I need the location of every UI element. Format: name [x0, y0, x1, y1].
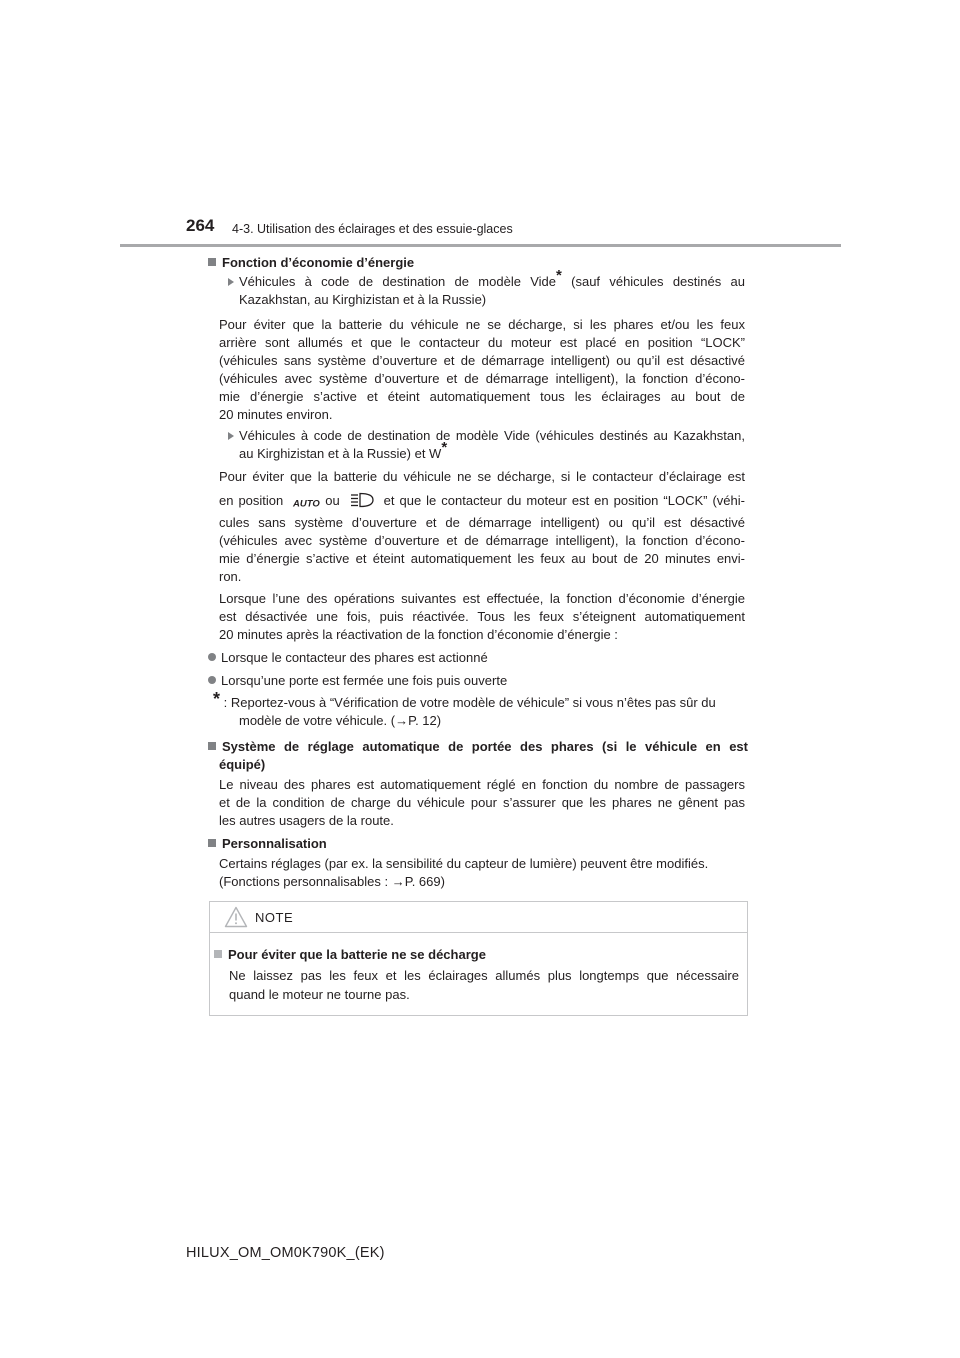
- triangle-bullet-icon: [228, 432, 234, 440]
- section-title: 4-3. Utilisation des éclairages et des essuie-glaces: [232, 222, 513, 236]
- square-bullet-icon: [208, 742, 216, 750]
- headlight-icon: [350, 492, 374, 508]
- note-header: [210, 902, 747, 933]
- page-number: 264: [186, 216, 215, 235]
- circle-bullet-icon: [208, 676, 216, 684]
- list-item: Lorsque le contacteur des phares est actionné: [208, 649, 748, 667]
- energy-saving-heading: Fonction d’économie d’énergie: [208, 254, 748, 272]
- auto-light-icon: [293, 496, 320, 510]
- headlight-leveling-text: Le niveau des phares est automatiquement réglé en fonction du nombre de passagers et de la condition de charge du véhicule pour s’assurer que les phares ne gênent pas les autres usagers de la route.: [219, 777, 745, 828]
- circle-bullet-icon: [208, 653, 216, 661]
- energy-saving-paragraph-2: Pour éviter que la batterie du véhicule ne se décharge, si le contacteur d’éclairage est en position AUTO ou et que le contacteur du moteur est en position “LOCK” (véhi- cules sans système d’ouverture et de démarrage intelligent) ou qu’il est désactivé (véhicules avec système d’ouverture et de démarrage intelligent), la fonction d’écono- mie d’énergie s’active et éteint automatiquement les feux au bout de 20 minutes envi- ron.: [219, 469, 745, 584]
- sub-condition-2: Véhicules à code de destination de modèle Vide (véhicules destinés au Kazakhstan, au Kirghizistan et à la Russie) et W*: [239, 427, 745, 463]
- customization-text: Certains réglages (par ex. la sensibilité du capteur de lumière) peuvent être modifiés. (Fonctions personnalisables : →P. 669): [219, 855, 745, 891]
- energy-saving-paragraph-1: Pour éviter que la batterie du véhicule ne se décharge, si les phares et/ou les feux arrière sont allumés et que le contacteur du moteur est placé en position “LOCK” (véhicules sans système d’ouverture et de démarrage intelligent) ou qu’il est désactivé (véhicules avec système d’ouverture et de démarrage intelligent), la fonction d’écono- mie d’énergie s’active et éteint automatiquement tous les éclairages au bout de 20 minutes environ.: [219, 317, 745, 422]
- note-heading: Pour éviter que la batterie ne se décharge: [214, 946, 486, 964]
- list-item: Lorsqu’une porte est fermée une fois puis ouverte: [208, 672, 748, 690]
- footer-model-code: HILUX_OM_OM0K790K_(EK): [186, 1245, 385, 1261]
- triangle-bullet-icon: [228, 278, 234, 286]
- page-header: [0, 0, 960, 250]
- energy-saving-paragraph-3: Lorsque l’une des opérations suivantes est effectuée, la fonction d’économie d’énergie est désactivée une fois, puis réactivée. Tous les feux s’éteignent automatiquement 20 minutes après la réactivation de la fonction d’économie d’énergie :: [219, 591, 745, 642]
- square-bullet-icon: [208, 839, 216, 847]
- square-bullet-icon: [214, 950, 222, 958]
- sub-condition-1: Véhicules à code de destination de modèle Vide* (sauf véhicules destinés au Kazakhstan, au Kirghizistan et à la Russie): [239, 273, 745, 309]
- square-bullet-icon: [208, 258, 216, 266]
- warning-triangle-icon: [224, 906, 248, 928]
- note-title: NOTE: [255, 910, 294, 925]
- customization-link: (Fonctions personnalisables : →P. 669): [219, 874, 445, 889]
- header-divider: [120, 244, 841, 247]
- customization-heading: Personnalisation: [208, 835, 748, 853]
- headlight-leveling-heading: Système de réglage automatique de portée des phares (si le véhicule en est équipé): [208, 738, 748, 774]
- footnote: * : Reportez-vous à “Vérification de votre modèle de véhicule” si vous n’êtes pas sûr du modèle de votre véhicule. (→P. 12): [213, 689, 716, 728]
- note-text: Ne laissez pas les feux et les éclairages allumés plus longtemps que nécessaire quand le moteur ne tourne pas.: [229, 968, 739, 1002]
- svg-text:AUTO: AUTO: [293, 498, 320, 510]
- note-box: [209, 901, 748, 1016]
